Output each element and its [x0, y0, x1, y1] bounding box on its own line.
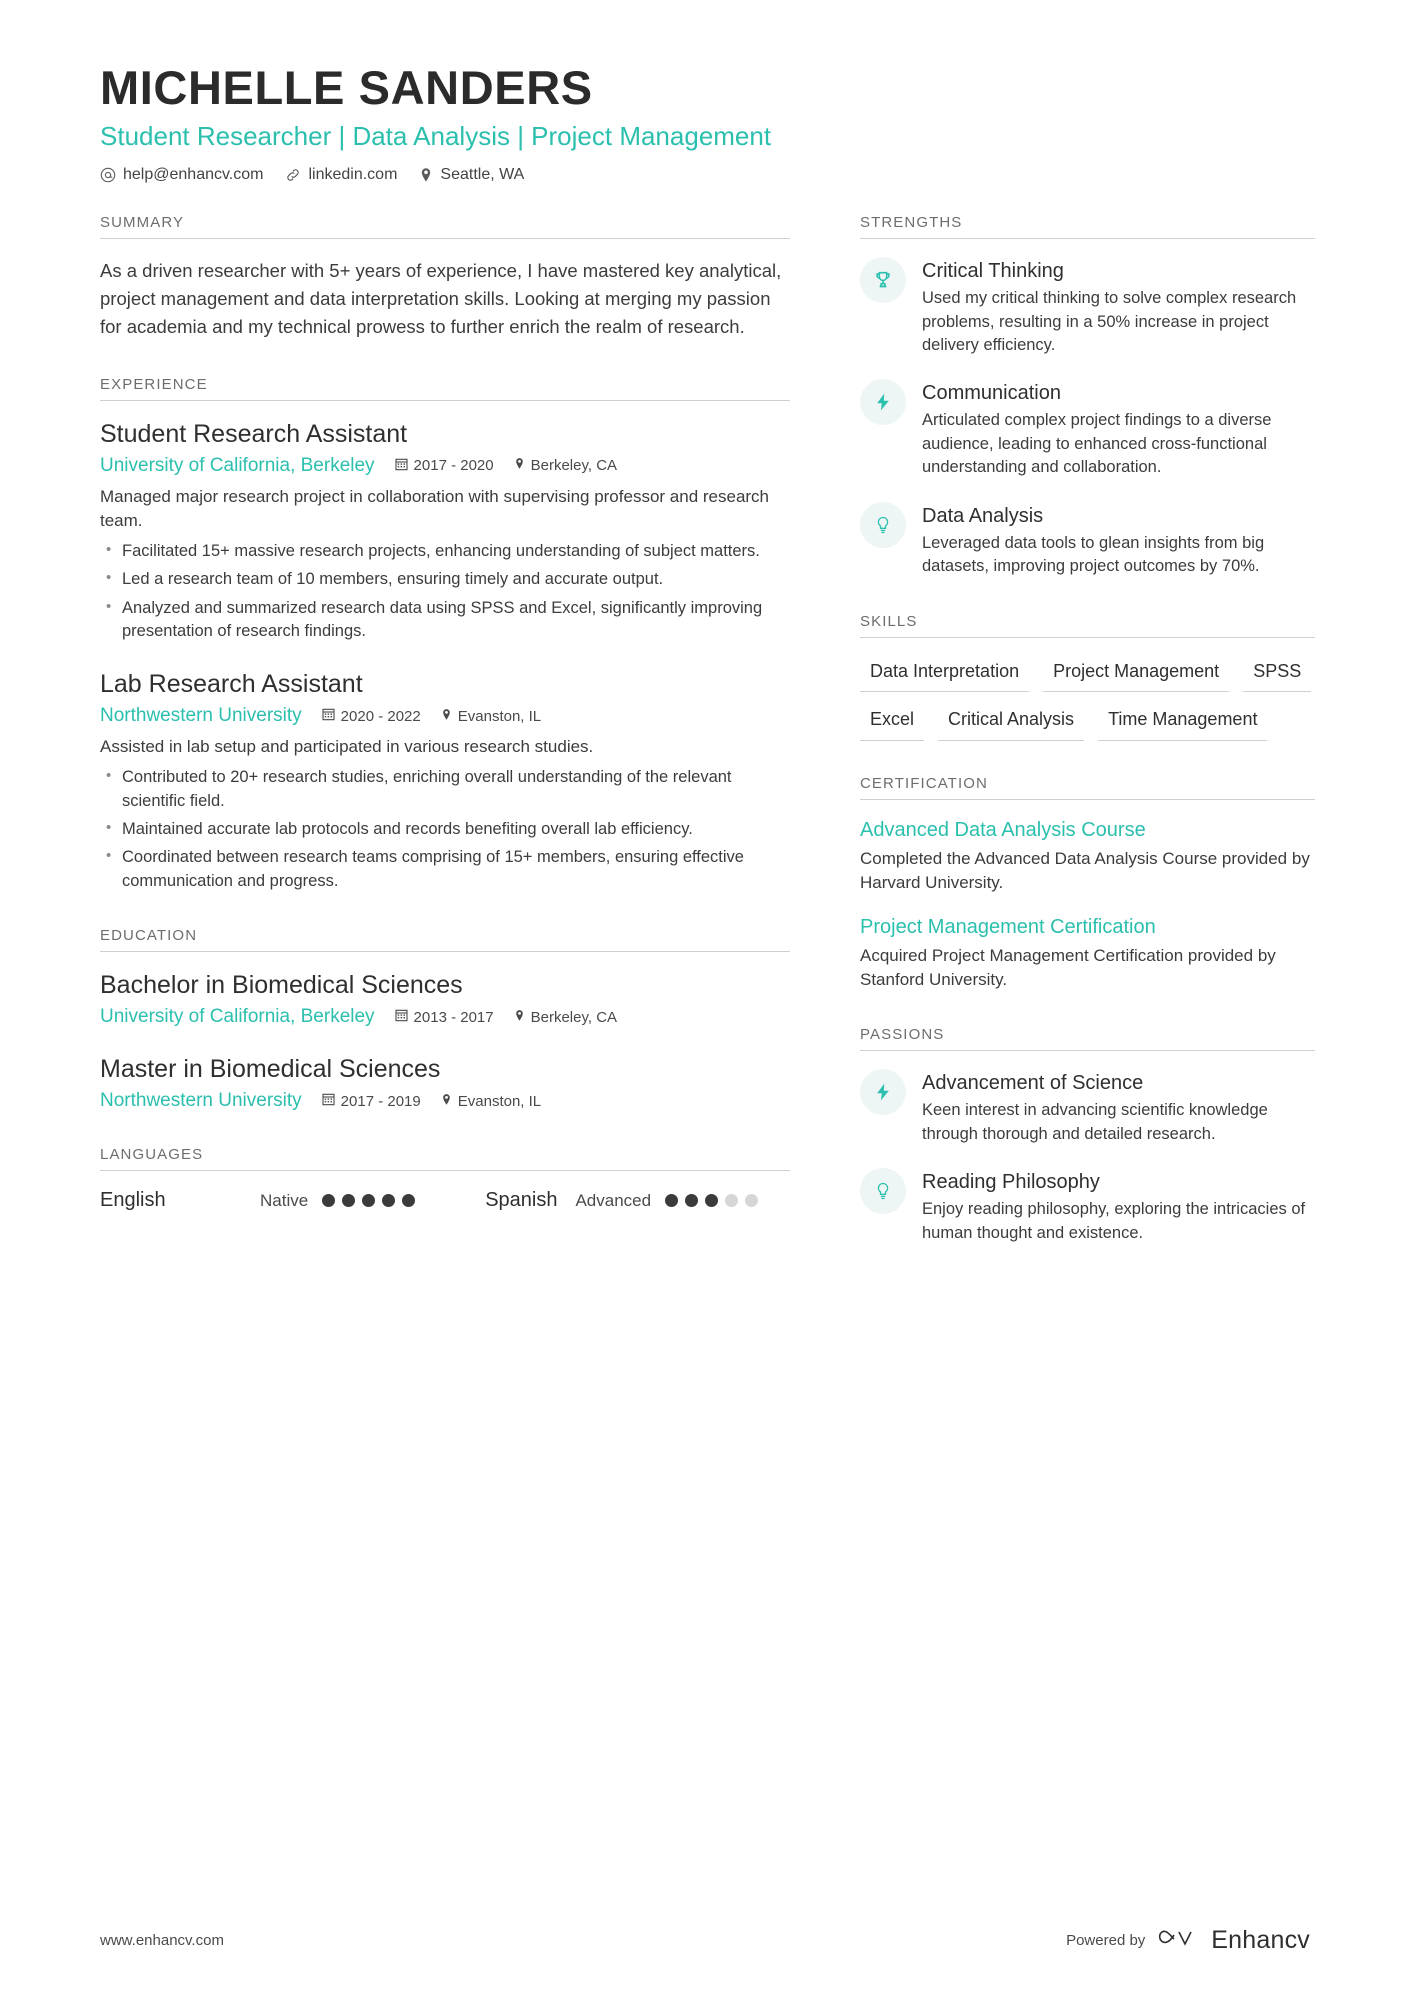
brand-name: Enhancv [1211, 1925, 1310, 1954]
section-skills [860, 613, 1315, 741]
section-experience [100, 376, 790, 894]
rating-dot [342, 1194, 355, 1207]
language-name: Spanish [485, 1189, 558, 1212]
certification-item [860, 915, 1315, 992]
certification-description: Acquired Project Management Certification provided by Stanford University. [860, 946, 1276, 990]
education-meta [100, 1006, 790, 1028]
section-certification [860, 775, 1315, 993]
resume-header [100, 62, 1310, 184]
passion-title: Reading Philosophy [922, 1171, 1100, 1194]
education-meta [100, 1090, 790, 1112]
experience-entry [100, 669, 790, 893]
contact-location [419, 166, 524, 184]
experience-dates [322, 707, 421, 725]
education-location-text: Evanston, IL [457, 1092, 542, 1110]
passion-description: Enjoy reading philosophy, exploring the intricacies of human thought and existence. [922, 1200, 1306, 1242]
strength-description: Used my critical thinking to solve complex research problems, resulting in a 50% increase in project delivery efficiency. [922, 289, 1297, 355]
section-title-education: EDUCATION [100, 927, 790, 952]
education-org: Northwestern University [100, 1090, 302, 1112]
lightbulb-icon [860, 502, 906, 548]
experience-role: Lab Research Assistant [100, 670, 363, 699]
skill-tag: SPSS [1243, 656, 1311, 693]
calendar-icon [395, 1008, 408, 1026]
contact-linkedin-text: linkedin.com [308, 166, 398, 184]
enhancv-logo-icon [1157, 1925, 1199, 1955]
education-entry [100, 970, 790, 1028]
strength-item [860, 379, 1315, 479]
education-dates-text: 2013 - 2017 [413, 1008, 494, 1026]
section-title-summary: SUMMARY [100, 214, 790, 239]
section-title-passions: PASSIONS [860, 1026, 1315, 1051]
footer-brand [1066, 1925, 1310, 1955]
contact-row [100, 166, 1310, 184]
strength-body [922, 257, 1315, 357]
passion-body [922, 1168, 1315, 1245]
calendar-icon [322, 1092, 335, 1110]
rating-dot [745, 1194, 758, 1207]
rating-dot [362, 1194, 375, 1207]
education-location-text: Berkeley, CA [530, 1008, 618, 1026]
footer-website[interactable]: www.enhancv.com [100, 1931, 224, 1949]
right-column [860, 214, 1315, 1279]
experience-location [514, 457, 617, 474]
passion-description: Keen interest in advancing scientific knowledge through thorough and detailed research. [922, 1101, 1268, 1143]
location-icon [419, 167, 433, 183]
list-item: • Contributed to 20+ research studies, enriching overall understanding of the relevant scientific field. [100, 766, 790, 813]
strength-title: Critical Thinking [922, 260, 1064, 283]
page-title: MICHELLE SANDERS [100, 61, 593, 114]
education-location [441, 1093, 541, 1110]
education-degree: Bachelor in Biomedical Sciences [100, 971, 463, 1000]
strength-description: Articulated complex project findings to a diverse audience, leading to enhanced cross-functional understanding and collaboration. [922, 411, 1272, 477]
section-title-languages: LANGUAGES [100, 1146, 790, 1171]
strength-title: Data Analysis [922, 504, 1044, 527]
headline: Student Researcher | Data Analysis | Project Management [100, 120, 772, 151]
email-icon [100, 167, 116, 183]
experience-dates-text: 2017 - 2020 [413, 457, 494, 475]
language-item [485, 1189, 758, 1212]
section-education [100, 927, 790, 1112]
rating-dot [665, 1194, 678, 1207]
contact-email[interactable] [100, 166, 263, 184]
section-title-skills: SKILLS [860, 613, 1315, 638]
location-icon [514, 457, 525, 474]
rating-dot [382, 1194, 395, 1207]
link-icon [285, 167, 301, 183]
strength-item [860, 502, 1315, 579]
section-title-strengths: STRENGTHS [860, 214, 1315, 239]
list-item: • Led a research team of 10 members, ensuring timely and accurate output. [100, 568, 790, 591]
skills-list [860, 656, 1315, 741]
calendar-icon [395, 457, 408, 475]
experience-entry [100, 419, 790, 644]
page-footer [100, 1925, 1310, 1955]
passion-title: Advancement of Science [922, 1072, 1144, 1095]
section-summary [100, 214, 790, 341]
skill-tag: Excel [860, 704, 924, 741]
rating-dot [402, 1194, 415, 1207]
education-dates-text: 2017 - 2019 [340, 1092, 421, 1110]
bolt-icon [860, 379, 906, 425]
education-location [514, 1009, 617, 1026]
experience-role: Student Research Assistant [100, 419, 408, 448]
experience-description: Assisted in lab setup and participated in various research studies. [100, 737, 594, 757]
location-icon [514, 1009, 525, 1026]
strength-title: Communication [922, 382, 1061, 405]
list-item: • Facilitated 15+ massive research projects, enhancing understanding of subject matters. [100, 540, 790, 563]
section-title-experience: EXPERIENCE [100, 376, 790, 401]
experience-meta [100, 705, 790, 727]
trophy-icon [860, 257, 906, 303]
education-entry [100, 1054, 790, 1112]
education-dates [322, 1092, 421, 1110]
rating-dot [322, 1194, 335, 1207]
education-org: University of California, Berkeley [100, 1006, 375, 1028]
left-column [100, 214, 790, 1246]
list-item: • Analyzed and summarized research data using SPSS and Excel, significantly improving presentation of research findings. [100, 597, 790, 644]
passion-item [860, 1168, 1315, 1245]
experience-meta [100, 455, 790, 477]
experience-dates-text: 2020 - 2022 [340, 707, 421, 725]
language-rating [665, 1194, 758, 1207]
bolt-icon [860, 1069, 906, 1115]
section-title-certification: CERTIFICATION [860, 775, 1315, 800]
language-name: English [100, 1189, 166, 1212]
experience-location-text: Evanston, IL [457, 707, 542, 725]
experience-org: University of California, Berkeley [100, 454, 375, 476]
skill-tag: Critical Analysis [938, 704, 1084, 741]
experience-location-text: Berkeley, CA [530, 457, 618, 475]
certification-item [860, 818, 1315, 895]
experience-bullets [100, 766, 790, 893]
location-icon [441, 1093, 452, 1110]
rating-dot [705, 1194, 718, 1207]
list-item: • Coordinated between research teams comprising of 15+ members, ensuring effective communication and progress. [100, 846, 790, 893]
experience-description: Managed major research project in collaboration with supervising professor and research team. [100, 486, 770, 531]
section-strengths [860, 214, 1315, 578]
language-level: Advanced [575, 1190, 652, 1210]
calendar-icon [322, 707, 335, 725]
contact-email-text: help@enhancv.com [123, 166, 264, 184]
rating-dot [725, 1194, 738, 1207]
contact-linkedin[interactable] [285, 166, 397, 184]
experience-dates [395, 457, 494, 475]
experience-bullets [100, 540, 790, 644]
passion-body [922, 1069, 1315, 1146]
certification-name: Project Management Certification [860, 916, 1156, 938]
experience-org: Northwestern University [100, 705, 302, 727]
language-item [100, 1189, 415, 1212]
resume-body [100, 214, 1310, 1279]
contact-location-text: Seattle, WA [440, 166, 525, 184]
skill-tag: Time Management [1098, 704, 1267, 741]
section-passions [860, 1026, 1315, 1245]
section-languages [100, 1146, 790, 1212]
lightbulb-icon [860, 1168, 906, 1214]
skill-tag: Project Management [1043, 656, 1229, 693]
languages-row [100, 1189, 790, 1212]
powered-by-label: Powered by [1066, 1931, 1146, 1949]
certification-description: Completed the Advanced Data Analysis Course provided by Harvard University. [860, 848, 1310, 892]
certification-name: Advanced Data Analysis Course [860, 818, 1146, 841]
location-icon [441, 708, 452, 725]
experience-location [441, 708, 541, 725]
list-item: • Maintained accurate lab protocols and records benefiting overall lab efficiency. [100, 818, 790, 841]
language-rating [322, 1194, 415, 1207]
strength-body [922, 379, 1315, 479]
strength-body [922, 502, 1315, 579]
language-level: Native [260, 1190, 309, 1210]
strength-description: Leveraged data tools to glean insights from big datasets, improving project outcomes by 70%. [922, 533, 1265, 576]
strength-item [860, 257, 1315, 357]
education-dates [395, 1008, 494, 1026]
summary-text: As a driven researcher with 5+ years of experience, I have mastered key analytical, project management and data interpretation skills. Looking at merging my passion for academia and my technical prowess to further enrich the realm of research. [100, 260, 782, 338]
rating-dot [685, 1194, 698, 1207]
passion-item [860, 1069, 1315, 1146]
skill-tag: Data Interpretation [860, 656, 1029, 693]
education-degree: Master in Biomedical Sciences [100, 1055, 441, 1084]
